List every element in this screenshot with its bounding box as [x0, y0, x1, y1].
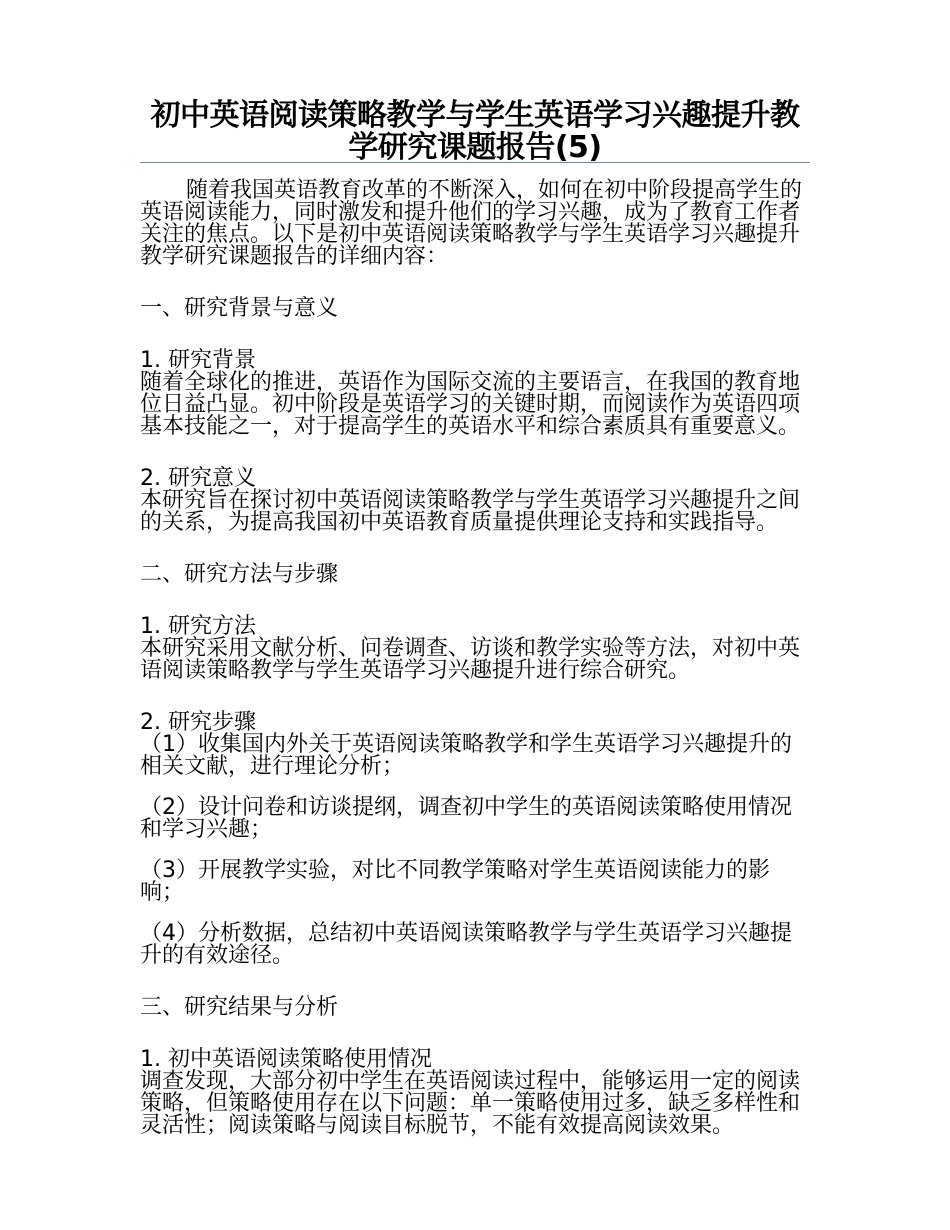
paragraph-research-significance: 本研究旨在探讨初中英语阅读策略教学与学生英语学习兴趣提升之间的关系，为提高我国初中英语教育质量提供理论支持和实践指导。	[140, 488, 801, 535]
step-item: （1）收集国内外关于英语阅读策略教学和学生英语学习兴趣提升的相关文献，进行理论分析；	[140, 732, 792, 779]
document-title: 初中英语阅读策略教学与学生英语学习兴趣提升教学研究课题报告(5)	[150, 98, 800, 165]
paragraph-research-background: 随着全球化的推进，英语作为国际交流的主要语言，在我国的教育地位日益凸显。初中阶段是英语学习的关键时期，而阅读作为英语四项基本技能之一，对于提高学生的英语水平和综合素质具有重要意义。	[140, 370, 801, 439]
subheading-research-steps: 2. 研究步骤	[140, 710, 256, 735]
subheading-research-significance: 2. 研究意义	[140, 466, 256, 491]
paragraph-strategy-usage: 调查发现，大部分初中学生在英语阅读过程中，能够运用一定的阅读策略，但策略使用存在以下问题：单一策略使用过多，缺乏多样性和灵活性；阅读策略与阅读目标脱节，不能有效提高阅读效果。	[140, 1069, 801, 1138]
title-underline	[140, 162, 810, 163]
document-body	[140, 180, 810, 1167]
section-heading-methods: 二、研究方法与步骤	[140, 562, 339, 587]
subheading-research-methods: 1. 研究方法	[140, 614, 256, 639]
step-item: （3）开展教学实验，对比不同教学策略对学生英语阅读能力的影响；	[140, 858, 770, 905]
paragraph-research-methods: 本研究采用文献分析、问卷调查、访谈和教学实验等方法，对初中英语阅读策略教学与学生英语学习兴趣提升进行综合研究。	[140, 636, 801, 683]
section-heading-results: 三、研究结果与分析	[140, 995, 339, 1020]
intro-paragraph: 随着我国英语教育改革的不断深入，如何在初中阶段提高学生的英语阅读能力，同时激发和提升他们的学习兴趣，成为了教育工作者关注的焦点。以下是初中英语阅读策略教学与学生英语学习兴趣提升教学研究课题报告的详细内容：	[140, 178, 803, 269]
steps-list	[140, 734, 810, 967]
step-item: （2）设计问卷和访谈提纲，调查初中学生的英语阅读策略使用情况和学习兴趣；	[140, 795, 792, 842]
subheading-strategy-usage: 1. 初中英语阅读策略使用情况	[140, 1047, 432, 1072]
step-item: （4）分析数据，总结初中英语阅读策略教学与学生英语学习兴趣提升的有效途径。	[140, 921, 792, 968]
section-heading-background: 一、研究背景与意义	[140, 296, 339, 321]
subheading-research-background: 1. 研究背景	[140, 348, 256, 373]
